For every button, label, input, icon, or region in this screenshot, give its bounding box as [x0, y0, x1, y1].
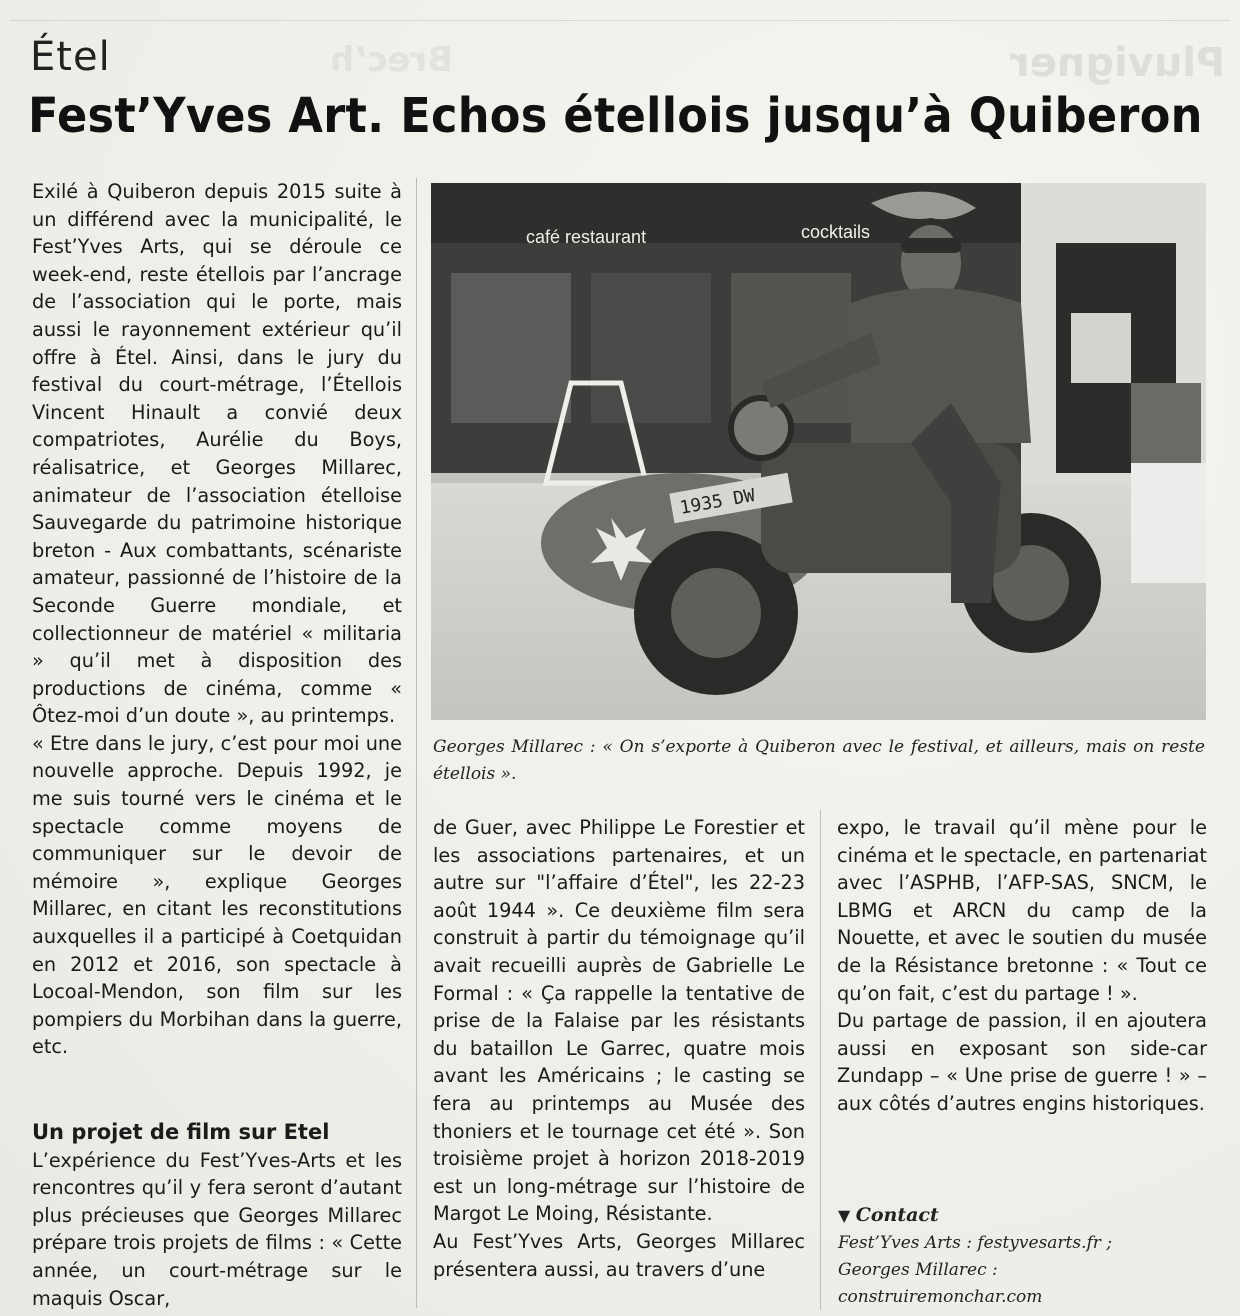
triangle-down-icon: ▼ — [838, 1206, 851, 1225]
paragraph: Au Fest’Yves Arts, Georges Millarec présentera aussi, au travers d’une — [433, 1229, 805, 1281]
location-kicker: Étel — [30, 34, 111, 80]
top-rule — [10, 20, 1230, 21]
contact-website: construiremonchar.com — [838, 1287, 1043, 1307]
paragraph: de Guer, avec Philippe Le Forestier et les associations partenaires, et un autre sur "l’affaire d’Étel", les 22-23 août 1944 ». Ce deuxième film sera construit à partir du témoignage qu’il avait recueilli auprès de Gabrielle Le Formal : « Ça rappelle la tentative de prise de la Falaise par les résistants du bataillon Le Garrec, quatre mois avant les Américains ; le casting se fera au printemps au Musée des thoniers et le tournage cet été ». Son troisième projet à horizon 2018-2019 est un long-métrage sur l’histoire de Margot Le Moing, Résistante. — [433, 816, 805, 1226]
article-column-1 — [32, 178, 402, 1061]
column-rule — [820, 810, 821, 1310]
bleed-through-decoration: Pluvigner — [1010, 40, 1226, 86]
article-photo — [431, 183, 1206, 720]
photo-caption: Georges Millarec : « On s’exporte à Quiberon avec le festival, et ailleurs, mais on reste étellois ». — [433, 737, 1205, 784]
awning-sign-left: café restaurant — [526, 227, 647, 247]
contact-line: Fest’Yves Arts : festyvesarts.fr ; — [838, 1233, 1113, 1253]
paragraph: L’expérience du Fest’Yves-Arts et les rencontres qu’il y fera seront d’autant plus précieuses que Georges Millarec prépare trois projets de films : « Cette année, un court-métrage sur le maquis Oscar, — [32, 1148, 402, 1310]
bleed-through-decoration-2: Brec’h — [330, 40, 454, 80]
photo-illustration — [431, 183, 1206, 720]
contact-line: Georges Millarec : — [838, 1260, 998, 1280]
contact-box — [838, 1202, 1208, 1311]
paragraph: Exilé à Quiberon depuis 2015 suite à un différend avec la municipalité, le Fest’Yves Arts, qui se déroule ce week-end, reste étellois par l’ancrage de l’association qui le porte, mais aussi le rayonnement extérieur qu’il offre à Étel. Ainsi, dans le jury du festival du court-métrage, l’Étellois Vincent Hinault a convié deux compatriotes, Aurélie du Boys, réalisatrice, et Georges Millarec, animateur de l’association ételloise Sauvegarde du patrimoine historique breton - Aux combattants, scénariste amateur, passionné de l’histoire de la Seconde Guerre mondiale, et collectionneur de matériel « militaria » qu’il met à disposition des productions de cinéma, comme « Ôtez-moi d’un doute », au printemps. — [32, 180, 402, 728]
plate-text: 1935 DW — [678, 484, 757, 519]
paragraph: « Etre dans le jury, c’est pour moi une nouvelle approche. Depuis 1992, je me suis tourné vers le cinéma et le spectacle comme moyens de communiquer sur le devoir de mémoire », explique Georges Millarec, en citant les reconstitutions auxquelles il a participé à Coetquidan en 2012 et 2016, son spectacle à Locoal-Mendon, son film sur les pompiers du Morbihan dans la guerre, etc. — [32, 731, 402, 1059]
article-column-2 — [433, 814, 805, 1283]
paragraph: expo, le travail qu’il mène pour le cinéma et le spectacle, en partenariat avec l’ASPHB, l’AFP-SAS, SNCM, le LBMG et ARCN du camp de la Nouette, et avec le soutien du musée de la Résistance bretonne : « Tout ce qu’on fait, c’est du partage ! ». — [837, 816, 1207, 1005]
subheading: Un projet de film sur Etel — [32, 1120, 330, 1144]
contact-title: Contact — [855, 1204, 939, 1226]
article-headline: Fest’Yves Art. Echos étellois jusqu’à Quiberon — [28, 88, 1203, 144]
column-rule — [416, 178, 417, 1308]
contact-heading — [838, 1202, 1208, 1230]
article-column-3 — [837, 814, 1207, 1118]
article-subsection — [32, 1119, 402, 1312]
paragraph: Du partage de passion, il en ajoutera aussi en exposant son side-car Zundapp – « Une prise de guerre ! » – aux côtés d’autres engins historiques. — [837, 1009, 1207, 1115]
awning-sign-right: cocktails — [801, 222, 871, 242]
